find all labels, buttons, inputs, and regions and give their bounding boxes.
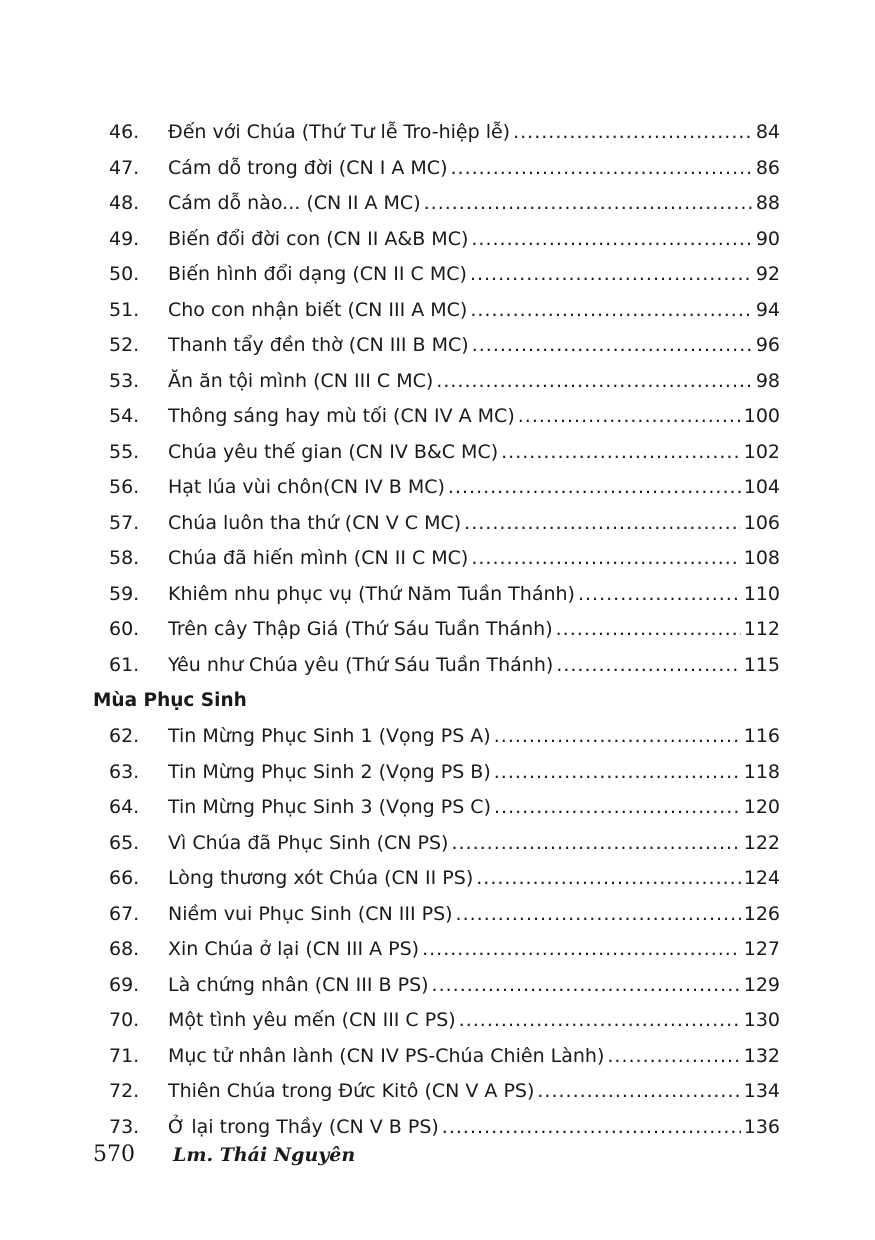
- entry-title: Ở lại trong Thầy (CN V B PS): [168, 1115, 439, 1138]
- entry-title: Tin Mừng Phục Sinh 2 (Vọng PS B): [168, 760, 491, 783]
- entry-number: 56.: [109, 476, 140, 498]
- toc-entry: [93, 541, 780, 577]
- toc-entry: [93, 1003, 780, 1039]
- page-footer: [93, 1142, 355, 1167]
- dot-leader: [464, 506, 741, 542]
- entry-number: 61.: [109, 653, 140, 676]
- entry-number: 63.: [109, 760, 140, 783]
- entry-number: 67.: [109, 902, 140, 925]
- entry-page: 110: [743, 582, 780, 605]
- entry-page: 116: [743, 725, 780, 747]
- entry-number: 64.: [109, 796, 140, 818]
- toc-entry: [93, 826, 780, 862]
- entry-number: 71.: [109, 1044, 140, 1067]
- toc-entry: [93, 399, 780, 435]
- entry-page: 127: [743, 938, 780, 960]
- entry-page: 118: [743, 760, 780, 783]
- entry-title: Là chứng nhân (CN III B PS): [168, 973, 429, 996]
- toc-entry: [93, 222, 780, 258]
- dot-leader: [494, 719, 741, 755]
- dot-leader: [470, 293, 752, 329]
- entry-page: 134: [743, 1080, 780, 1102]
- toc-entry: [93, 719, 780, 755]
- dot-leader: [607, 1039, 740, 1075]
- entry-number: 68.: [109, 938, 140, 960]
- entry-title: Cho con nhận biết (CN III A MC): [168, 298, 468, 321]
- toc-entry: [93, 577, 780, 613]
- author-name: Lm. Thái Nguyên: [173, 1144, 356, 1166]
- entry-title: Biến đổi đời con (CN II A&B MC): [168, 227, 469, 250]
- entry-number: 70.: [109, 1009, 140, 1031]
- entry-page: 130: [743, 1009, 780, 1031]
- toc-entry: [93, 506, 780, 542]
- toc-entry: [93, 897, 780, 933]
- entry-page: 120: [743, 796, 780, 818]
- entry-number: 53.: [109, 369, 140, 392]
- toc-entry: [93, 612, 780, 648]
- entry-page: 136: [743, 1115, 780, 1138]
- entry-title: Khiêm nhu phục vụ (Thứ Năm Tuần Thánh): [168, 582, 575, 605]
- entry-number: 48.: [109, 192, 140, 214]
- entry-title: Xin Chúa ở lại (CN III A PS): [168, 938, 420, 960]
- toc-list-lent: [93, 115, 780, 683]
- entry-number: 60.: [109, 618, 140, 640]
- toc-entry: [93, 186, 780, 222]
- dot-leader: [518, 399, 741, 435]
- entry-title: Cám dỗ trong đời (CN I A MC): [168, 156, 448, 179]
- dot-leader: [472, 328, 753, 364]
- entry-number: 65.: [109, 831, 140, 854]
- entry-number: 46.: [109, 121, 140, 143]
- entry-title: Lòng thương xót Chúa (CN II PS): [168, 867, 474, 889]
- toc-entry: [93, 151, 780, 187]
- entry-title: Mục tử nhân lành (CN IV PS-Chúa Chiên Lành): [168, 1044, 605, 1067]
- entry-title: Ăn ăn tội mình (CN III C MC): [168, 369, 434, 392]
- entry-page: 129: [743, 973, 780, 996]
- entry-page: 108: [743, 547, 780, 569]
- table-of-contents: [93, 115, 780, 1145]
- entry-title: Niềm vui Phục Sinh (CN III PS): [168, 902, 453, 925]
- toc-entry: [93, 1074, 780, 1110]
- entry-page: 100: [743, 405, 780, 427]
- entry-number: 58.: [109, 547, 140, 569]
- toc-entry: [93, 1039, 780, 1075]
- dot-leader: [450, 151, 752, 187]
- entry-title: Một tình yêu mến (CN III C PS): [168, 1009, 456, 1031]
- dot-leader: [448, 470, 741, 506]
- entry-page: 90: [755, 227, 780, 250]
- dot-leader: [451, 826, 740, 862]
- entry-page: 106: [743, 511, 780, 534]
- entry-page: 98: [755, 369, 780, 392]
- dot-leader: [422, 932, 741, 968]
- entry-title: Tin Mừng Phục Sinh 1 (Vọng PS A): [168, 725, 491, 747]
- dot-leader: [556, 648, 740, 684]
- dot-leader: [459, 1003, 741, 1039]
- dot-leader: [501, 435, 741, 471]
- entry-page: 96: [755, 334, 780, 356]
- dot-leader: [432, 968, 741, 1004]
- toc-entry: [93, 861, 780, 897]
- toc-entry: [93, 648, 780, 684]
- entry-page: 122: [743, 831, 780, 854]
- entry-title: Đến với Chúa (Thứ Tư lễ Tro-hiệp lễ): [168, 121, 511, 143]
- toc-entry: [93, 968, 780, 1004]
- entry-title: Thanh tẩy đền thờ (CN III B MC): [168, 334, 469, 356]
- entry-page: 132: [743, 1044, 780, 1067]
- entry-number: 66.: [109, 867, 140, 889]
- entry-number: 62.: [109, 725, 140, 747]
- dot-leader: [456, 897, 741, 933]
- entry-number: 51.: [109, 298, 140, 321]
- entry-title: Chúa yêu thế gian (CN IV B&C MC): [168, 440, 499, 463]
- entry-title: Chúa luôn tha thứ (CN V C MC): [168, 511, 462, 534]
- dot-leader: [494, 790, 741, 826]
- dot-leader: [494, 755, 741, 791]
- toc-entry: [93, 932, 780, 968]
- entry-number: 57.: [109, 511, 140, 534]
- toc-entry: [93, 435, 780, 471]
- toc-entry: [93, 328, 780, 364]
- dot-leader: [442, 1110, 741, 1146]
- entry-page: 126: [743, 902, 780, 925]
- entry-title: Cám dỗ nào... (CN II A MC): [168, 192, 421, 214]
- dot-leader: [537, 1074, 740, 1110]
- toc-list-easter: [93, 719, 780, 1145]
- entry-page: 104: [743, 476, 780, 498]
- toc-entry: [93, 1110, 780, 1146]
- entry-page: 86: [755, 156, 780, 179]
- toc-entry: [93, 755, 780, 791]
- entry-page: 84: [755, 121, 780, 143]
- entry-title: Trên cây Thập Giá (Thứ Sáu Tuần Thánh): [168, 618, 553, 640]
- entry-number: 49.: [109, 227, 140, 250]
- entry-title: Thiên Chúa trong Đức Kitô (CN V A PS): [168, 1080, 535, 1102]
- dot-leader: [513, 115, 753, 151]
- entry-page: 112: [743, 618, 780, 640]
- entry-page: 94: [755, 298, 780, 321]
- entry-number: 59.: [109, 582, 140, 605]
- toc-entry: [93, 257, 780, 293]
- page-number: 570: [93, 1142, 135, 1167]
- entry-page: 124: [743, 867, 780, 889]
- toc-entry: [93, 364, 780, 400]
- dot-leader: [424, 186, 753, 222]
- entry-title: Chúa đã hiến mình (CN II C MC): [168, 547, 469, 569]
- entry-number: 54.: [109, 405, 140, 427]
- entry-page: 88: [755, 192, 780, 214]
- dot-leader: [476, 861, 741, 897]
- entry-page: 115: [743, 653, 780, 676]
- entry-number: 55.: [109, 440, 140, 463]
- toc-entry: [93, 470, 780, 506]
- dot-leader: [578, 577, 741, 613]
- entry-title: Tin Mừng Phục Sinh 3 (Vọng PS C): [168, 796, 491, 818]
- dot-leader: [556, 612, 741, 648]
- dot-leader: [471, 222, 752, 258]
- entry-number: 47.: [109, 156, 140, 179]
- toc-entry: [93, 790, 780, 826]
- toc-entry: [93, 293, 780, 329]
- dot-leader: [436, 364, 753, 400]
- entry-number: 69.: [109, 973, 140, 996]
- entry-title: Hạt lúa vùi chôn(CN IV B MC): [168, 476, 445, 498]
- entry-number: 50.: [109, 263, 140, 285]
- entry-page: 102: [743, 440, 780, 463]
- entry-number: 72.: [109, 1080, 140, 1102]
- entry-page: 92: [755, 263, 780, 285]
- dot-leader: [470, 257, 753, 293]
- toc-entry: [93, 115, 780, 151]
- entry-number: 73.: [109, 1115, 140, 1138]
- entry-title: Vì Chúa đã Phục Sinh (CN PS): [168, 831, 449, 854]
- dot-leader: [471, 541, 740, 577]
- entry-title: Biến hình đổi dạng (CN II C MC): [168, 263, 467, 285]
- entry-title: Yêu như Chúa yêu (Thứ Sáu Tuần Thánh): [168, 653, 554, 676]
- section-heading: Mùa Phục Sinh: [93, 690, 247, 711]
- entry-number: 52.: [109, 334, 140, 356]
- entry-title: Thông sáng hay mù tối (CN IV A MC): [168, 405, 515, 427]
